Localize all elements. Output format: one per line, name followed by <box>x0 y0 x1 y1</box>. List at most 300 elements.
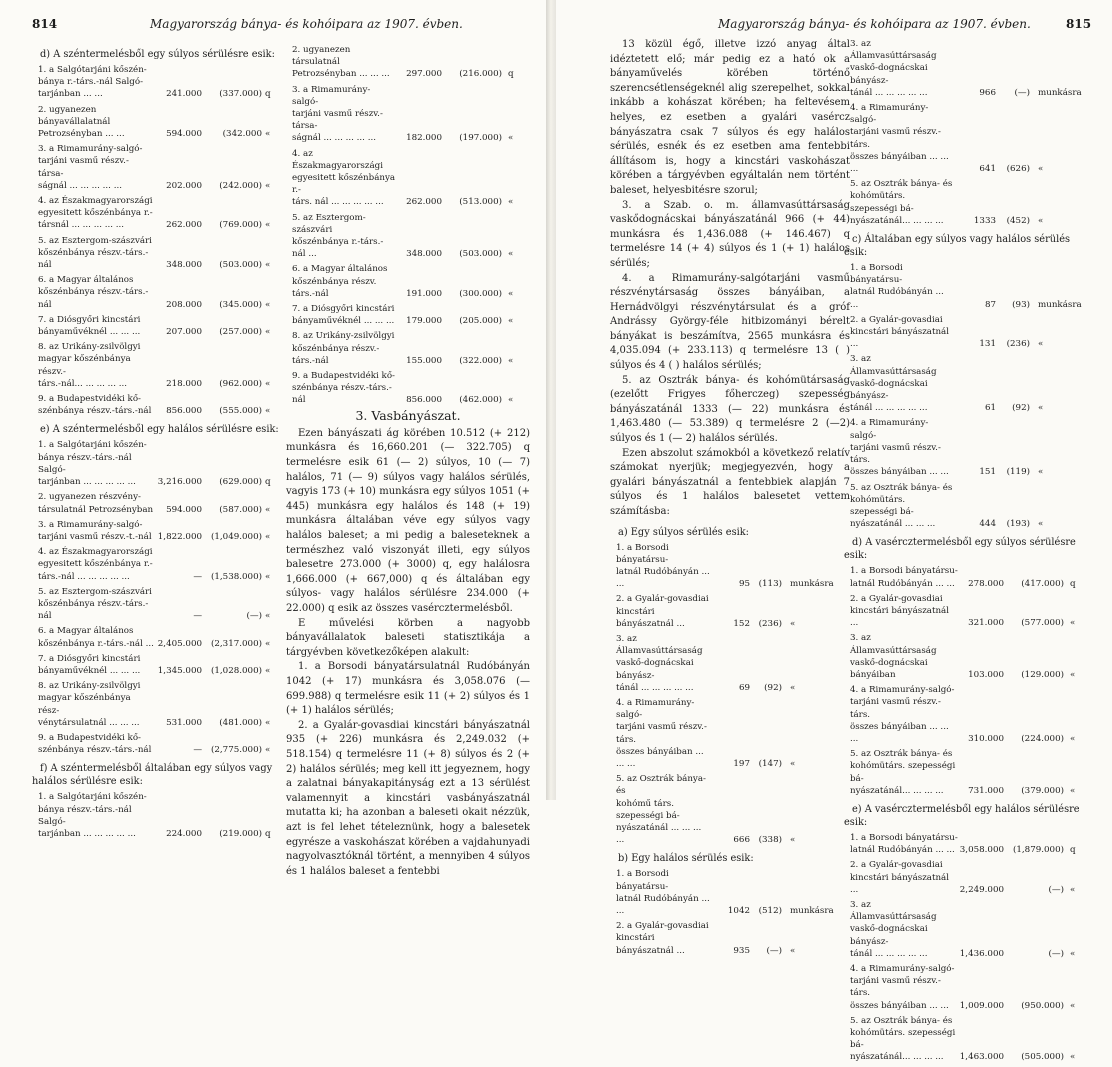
entry-value: — <box>193 571 202 582</box>
entry-previous-value: (2,317.000) <box>211 638 262 649</box>
paragraph: E művelési körben a nagyobb bányavállalatok baleseti statisztikája a tárgyévben következőképen alakult: <box>286 617 530 658</box>
entry-unit: « <box>1070 669 1076 680</box>
entry-unit: « <box>1070 884 1076 895</box>
entry-unit: « <box>790 682 796 693</box>
entry-value: 297.000 <box>406 69 442 80</box>
entry-previous-value: (2,775.000) <box>211 745 262 756</box>
list-vas-e <box>844 832 1092 1064</box>
entry-unit: « <box>265 717 271 728</box>
entry-label: 5. az Esztergom-szászvári kőszénbánya r.-társ.-nál ... <box>292 212 384 260</box>
entry-previous-value: (505.000) <box>1021 1052 1064 1063</box>
entry-label: 1. a Borsodi bányatársu- latnál Rudóbányán ... ... <box>850 832 958 856</box>
entry-previous-value: (555.000) <box>219 406 262 417</box>
entry-label: 6. a Magyar általános kőszénbánya részv.-társ.-nál <box>38 275 149 310</box>
entry-unit: « <box>508 395 514 406</box>
entry-label: 1. a Salgótarjáni kőszén- bánya részv.-társ.-nál Salgó- tarjánban ... ... ... ... ... <box>38 440 147 488</box>
list-b <box>610 868 850 956</box>
entry-label: 3. a Rimamurány-salgó- tarjáni vasmű részv.-társa- ságnál ... ... ... ... ... <box>38 144 143 191</box>
entry-unit: q <box>508 69 514 80</box>
entry-unit: « <box>1038 403 1044 414</box>
list-item <box>844 353 1092 414</box>
list-item <box>844 38 1092 99</box>
entry-previous-value: (322.000) <box>459 355 502 366</box>
list-item <box>32 791 280 840</box>
entry-label: 3. a Rimamurány-salgó- tarjáni vasmű részv.-t.-nál <box>38 519 152 542</box>
entry-value: 348.000 <box>406 249 442 260</box>
entry-unit: « <box>1038 519 1044 530</box>
section-vas-d-title: d) A vasércztermelésből egy súlyos sérülésre esik: <box>844 537 1076 562</box>
list-item <box>844 684 1092 745</box>
entry-label: 8. az Urikány-zsilvölgyi kőszénbánya részv.-társ.-nál <box>292 331 395 366</box>
section-b-title: b) Egy halálos sérülés esik: <box>618 853 754 865</box>
list-item <box>844 593 1092 630</box>
entry-previous-value: (236) <box>1006 339 1030 350</box>
entry-previous-value: (512) <box>758 906 782 917</box>
entry-value: 208.000 <box>166 299 202 310</box>
entry-unit: « <box>1038 467 1044 478</box>
entry-unit: munkásra <box>790 579 834 590</box>
entry-unit: « <box>1070 785 1076 796</box>
entry-unit: « <box>790 759 796 770</box>
entry-label: 5. az Esztergom-szászvári kőszénbánya részv.-társ.-nál <box>38 235 152 271</box>
entry-label: 2. ugyanezen bányavállalatnál Petrozsényban ... ... <box>38 104 125 140</box>
entry-value: 155.000 <box>406 355 442 366</box>
entry-unit: « <box>1070 948 1076 959</box>
entry-previous-value: (342.000 <box>222 129 262 140</box>
entry-previous-value: (93) <box>1012 299 1030 310</box>
entry-previous-value: (147) <box>758 759 782 770</box>
entry-label: 7. a Diósgyőri kincstári bányaművéknél ... ... ... <box>292 304 395 327</box>
entry-previous-value: (503.000) <box>219 260 262 271</box>
section-c-title: c) Általában egy súlyos vagy halálos sérülés esik: <box>844 234 1071 259</box>
entry-value: 69 <box>738 682 750 693</box>
entry-label: 9. a Budapestvidéki kő- szénbánya részv.-társ.-nál <box>38 732 152 756</box>
entry-previous-value: (219.000) <box>219 828 262 839</box>
entry-previous-value: (300.000) <box>459 288 502 299</box>
entry-previous-value: (577.000) <box>1021 618 1064 629</box>
entry-label: 1. a Borsodi bányatársu- latnál Rudóbányán ... ... <box>850 263 944 310</box>
list-item <box>32 439 280 488</box>
list-item <box>32 732 280 756</box>
entry-unit: « <box>790 945 796 956</box>
entry-unit: « <box>265 406 271 417</box>
entry-previous-value: (129.000) <box>1021 669 1064 680</box>
entry-label: 4. a Rimamurány-salgó- tarjáni vasmű részv.-társ. összes bányáiban ... ... ... <box>850 103 949 175</box>
entry-value: 1042 <box>727 906 750 917</box>
left-running-header: Magyarország bánya- és kohóipara az 1907. évben. <box>150 17 463 31</box>
entry-previous-value: (379.000) <box>1021 785 1064 796</box>
entry-unit: « <box>265 260 271 271</box>
paragraph: 4. a Rimamurány-salgótarjáni vasmű részvénytársaság összes bányáiban, a Hernádvölgyi részvénytársulat és a gróf Andrássy György-féle hitbizományi bérelt bányákat is beszámítva, 2565 munkásra és 4,035.094 (+ 233.113) q termelésre 13 ( ) súlyos és 4 ( ) halálos sérülés; <box>610 272 850 372</box>
entry-value: 935 <box>733 945 750 956</box>
entry-value: 131 <box>979 339 996 350</box>
list-item <box>844 314 1092 351</box>
entry-label: 3. az Államvasúttársaság vaskő-dognácskai bányász- tánál ... ... ... ... ... <box>850 354 937 414</box>
entry-label: 7. a Diósgyőri kincstári bányaművéknél ... ... ... <box>38 314 141 338</box>
paragraph: 2. a Gyalár-govasdiai kincstári bányászatnál 935 (+ 226) munkásra és 2,249.032 (+ 518.154) q termelésre 11 (+ 8) súlyos és 2 (+ 2) halálos sérülés; meg kell itt jegyeznem, hogy a zalatnai bányakapitányság ezt a 13 sérülést valamennyit a kincstári vasbányászatnál mutatta ki; ha azonban a baleseti okait nézzük, azt is fel lehet tételeznünk, hogy a balesetek egyrésze a vaskohászat körében a vajdahunyadi nagyolvasztóknál történt, a mennyiben 4 súlyos és 1 halálos baleset a fentebbi <box>286 719 530 877</box>
entry-unit: « <box>265 129 271 140</box>
list-a <box>610 542 850 847</box>
entry-value: 87 <box>984 299 996 310</box>
entry-unit: « <box>508 197 514 208</box>
list-d <box>32 64 280 417</box>
entry-value: 1333 <box>973 215 996 226</box>
list-item <box>286 330 530 367</box>
entry-value: 191.000 <box>406 288 442 299</box>
list-item <box>32 104 280 141</box>
list-f <box>32 791 280 840</box>
entry-unit: « <box>508 288 514 299</box>
entry-value: 444 <box>979 519 996 530</box>
entry-unit: « <box>1070 1000 1076 1011</box>
list-item <box>286 84 530 145</box>
list-f-continued <box>286 44 530 407</box>
paragraph: 13 közül égő, illetve izzó anyag által idéztetett elő; már pedig ez a ható ok a bányaművelés körében történő szerencsétlenségeknél alig szerepelhet, sokkal inkább a kohászat körében; ha feltevésem helyes, ez esetben a gyalári vasércz bányászatra csak 7 súlyos és egy halálos sérülés, esnék és ez esetben ama fentebbi állításom is, hogy a kincstári vaskohászat körében a tárgyévben egyáltalán nem történt baleset, helyesbitésre szorul; <box>610 39 850 196</box>
entry-value: 224.000 <box>166 828 202 839</box>
entry-previous-value: (113) <box>758 579 782 590</box>
list-item <box>286 212 530 261</box>
entry-value: 348.000 <box>166 260 202 271</box>
entry-value: 594.000 <box>166 504 202 515</box>
list-item <box>610 593 850 630</box>
entry-value: 179.000 <box>406 316 442 327</box>
entry-value: 3,216.000 <box>157 477 202 488</box>
entry-label: 4. a Rimamurány-salgó- tarjáni vasmű részv.-társ. összes bányáiban ... ... ... <box>850 685 955 744</box>
list-item <box>844 859 1092 896</box>
right-continued-text <box>610 38 850 520</box>
paragraph: 5. az Osztrák bánya- és kohómütársaság (ezelőtt Frigyes főherczeg) szepesség bányászatánál 1333 (— 22) munkásra és 1,463.480 (— 53.389) q termelésre 2 (—2) súlyos és 1 (— 2) halálos sérülés. <box>610 374 850 445</box>
entry-previous-value: (205.000) <box>459 316 502 327</box>
entry-previous-value: (193) <box>1006 519 1030 530</box>
entry-label: 1. a Borsodi bányatársu- latnál Rudóbányán ... ... <box>616 542 710 590</box>
entry-value: 1,009.000 <box>959 1000 1004 1011</box>
vasbanyaszat-text <box>286 427 530 879</box>
entry-unit: « <box>265 745 271 756</box>
list-item <box>844 102 1092 175</box>
entry-previous-value: (1,049.000) <box>211 531 262 542</box>
entry-unit: « <box>265 531 271 542</box>
entry-previous-value: (338) <box>758 835 782 846</box>
entry-previous-value: (—) <box>1048 948 1064 959</box>
entry-previous-value: (769.000) <box>219 220 262 231</box>
entry-previous-value: (629.000) <box>219 477 262 488</box>
left-column-2 <box>286 44 530 879</box>
entry-previous-value: (236) <box>758 618 782 629</box>
entry-unit: « <box>265 611 271 622</box>
entry-label: 4. a Rimamurány-salgó- tarjáni vasmű részv.-társ. összes bányáiban ... ... <box>850 418 949 478</box>
entry-value: 95 <box>738 579 750 590</box>
entry-previous-value: (1,538.000) <box>211 571 262 582</box>
entry-unit: q <box>265 828 271 839</box>
entry-value: 321.000 <box>968 618 1004 629</box>
entry-previous-value: (587.000) <box>219 504 262 515</box>
section-f-title: f) A széntermelésből általában egy súlyos vagy halálos sérülésre esik: <box>32 763 273 788</box>
entry-unit: « <box>265 220 271 231</box>
entry-label: 1. a Salgótarjáni kőszén- bánya részv.-társ.-nál Salgó- tarjánban ... ... ... ... ... <box>38 792 147 839</box>
list-item <box>32 235 280 272</box>
entry-label: 5. az Esztergom-szászvári kőszénbánya részv.-társ.-nál <box>38 586 152 622</box>
entry-value: 641 <box>979 164 996 175</box>
entry-label: 2. a Gyalár-govasdiai kincstári bányászatnál ... <box>850 593 950 629</box>
entry-value: 731.000 <box>968 785 1004 796</box>
section-vas-e-title: e) A vasércztermelésből egy halálos sérülésre esik: <box>844 803 1080 828</box>
list-item <box>286 263 530 300</box>
list-item <box>844 899 1092 960</box>
left-column-1 <box>32 44 280 843</box>
entry-value: — <box>193 745 202 756</box>
entry-unit: « <box>265 378 271 389</box>
list-item <box>610 868 850 917</box>
list-item <box>610 773 850 846</box>
entry-value: 856.000 <box>406 395 442 406</box>
entry-value: 531.000 <box>166 717 202 728</box>
list-item <box>286 148 530 209</box>
entry-label: 8. az Urikány-zsilvölgyi magyar kőszénbánya rész- vénytársulatnál ... ... ... <box>38 681 141 728</box>
entry-label: 3. az Államvasúttársaság vaskő-dognácskai bányász- tánál ... ... ... ... ... <box>850 899 937 959</box>
right-page-number: 815 <box>1066 17 1092 31</box>
entry-label: 7. a Diósgyőri kincstári bányaművéknél ... ... ... <box>38 653 141 676</box>
section-d-title: d) A széntermelésből egy súlyos sérülésre esik: <box>40 49 275 60</box>
entry-label: 4. a Rimamurány-salgó- tarjáni vasmű részv.-társ. összes bányáiban ... ... <box>850 964 955 1011</box>
entry-value: 151 <box>979 467 996 478</box>
entry-unit: « <box>1070 618 1076 629</box>
entry-unit: q <box>1070 845 1076 856</box>
entry-previous-value: (242.000) <box>219 180 262 191</box>
entry-value: 182.000 <box>406 133 442 144</box>
entry-value: 197 <box>733 759 750 770</box>
list-item <box>32 586 280 623</box>
entry-unit: munkásra <box>1038 87 1082 98</box>
entry-label: 9. a Budapestvidéki kő- szénbánya részv.-társ.-nál <box>38 394 152 417</box>
list-item <box>610 633 850 694</box>
entry-unit: « <box>1038 339 1044 350</box>
list-item <box>32 625 280 649</box>
list-b-continued <box>844 38 1092 227</box>
entry-value: 2,405.000 <box>157 638 202 649</box>
list-item <box>286 370 530 407</box>
entry-label: 4. az Északmagyarországi egyesitett kőszénbánya r.- társnál ... ... ... ... ... <box>38 196 153 231</box>
entry-value: 2,249.000 <box>959 884 1004 895</box>
entry-unit: « <box>265 299 271 310</box>
entry-label: 6. a Magyar általános kőszénbánya r.-társ.-nál ... <box>38 626 154 649</box>
entry-previous-value: (92) <box>764 682 782 693</box>
entry-label: 1. a Salgótarjáni kőszén- bánya r.-társ.-nál Salgó- tarjánban ... ... <box>38 65 147 100</box>
entry-value: 3,058.000 <box>959 845 1004 856</box>
entry-previous-value: (337.000) <box>219 89 262 100</box>
entry-unit: munkásra <box>790 906 834 917</box>
entry-previous-value: (—) <box>1014 87 1030 98</box>
entry-value: 262.000 <box>406 197 442 208</box>
entry-previous-value: (1,879.000) <box>1013 845 1064 856</box>
entry-label: 2. a Gyalár-govasdiai kincstári bányászatnál ... <box>616 594 709 629</box>
list-item <box>32 64 280 101</box>
entry-value: 1,822.000 <box>157 531 202 542</box>
entry-label: 2. a Gyalár-govasdiai kincstári bányászatnál ... <box>850 314 950 350</box>
entry-label: 9. a Budapestvidéki kő- szénbánya részv.-társ.-nál <box>292 371 395 406</box>
list-item <box>844 748 1092 797</box>
entry-previous-value: (626) <box>1006 164 1030 175</box>
list-item <box>32 393 280 417</box>
paragraph: 1. a Borsodi bányatársulatnál Rudóbányán 1042 (+ 17) munkásra és 3,058.076 (— 699.988) q termelésre esik 11 (+ 2) súlyos és 1 (+ 1) halálos sérülés; <box>286 661 530 717</box>
entry-label: 5. az Osztrák bánya- és kohómütárs. szepességi bá- nyászatánál... ... ... ... <box>850 179 953 226</box>
entry-value: 202.000 <box>166 180 202 191</box>
list-item <box>32 653 280 677</box>
list-item <box>286 44 530 81</box>
entry-value: 966 <box>979 87 996 98</box>
entry-value: 594.000 <box>166 129 202 140</box>
entry-unit: munkásra <box>1038 299 1082 310</box>
list-item <box>844 482 1092 531</box>
entry-unit: « <box>1038 164 1044 175</box>
entry-value: 278.000 <box>968 578 1004 589</box>
entry-previous-value: (224.000) <box>1021 733 1064 744</box>
list-item <box>844 963 1092 1012</box>
entry-previous-value: (257.000) <box>219 327 262 338</box>
list-item <box>844 262 1092 311</box>
entry-label: 2. a Gyalár-govasdiai kincstári bányászatnál ... <box>850 860 950 895</box>
entry-label: 5. az Osztrák bánya- és kohómütárs. szepességi bá- nyászatánál... ... ... ... <box>850 1015 956 1063</box>
paragraph: Ezen bányászati ág körében 10.512 (+ 212) munkásra és 16,660.201 (— 322.705) q termelésre esik 61 (— 2) súlyos, 10 (— 7) halálos, 71 (— 9) súlyos vagy halálos sérülés, vagyis 173 (+ 10) munkásra egy súlyos 1051 (+ 445) munkásra egy halálos és 148 (+ 19) munkásra általában véve egy súlyos vagy halálos baleset; a mi pedig a baleseteknek a természhez való viszonyát illeti, egy súlyos balesetre 273.000 (+ 3000) q, egy halálosra 1,666.000 (+ 667,000) q és általában egy súlyos- vagy halálos sérülésre 234.000 (+ 22.000) q esik az összes vasércztermelésből. <box>286 427 530 615</box>
list-item <box>32 546 280 583</box>
list-item <box>844 178 1092 227</box>
entry-label: 5. az Osztrák bánya- és kohómütárs. szepességi bá- nyászatánál... ... ... ... <box>850 749 956 796</box>
section-heading-vasbanyaszat: 3. Vasbányászat. <box>355 407 461 423</box>
paragraph: 3. a Szab. o. m. államvasúttársaság vaskődognácskai bányászatánál 966 (+ 44) munkásra és 1,436.088 (+ 146.467) q termelésre 14 (+ 4) súlyos és 1 (+ 1) halálos sérülés; <box>610 199 850 269</box>
entry-value: 856.000 <box>166 406 202 417</box>
list-item <box>844 417 1092 478</box>
entry-previous-value: (—) <box>246 611 262 622</box>
entry-previous-value: (503.000) <box>459 249 502 260</box>
entry-previous-value: (—) <box>1048 884 1064 895</box>
entry-unit: « <box>1070 1052 1076 1063</box>
entry-unit: q <box>1070 578 1076 589</box>
entry-label: 1. a Borsodi bányatársu- latnál Rudóbányán ... ... <box>850 566 958 589</box>
list-e <box>32 439 280 756</box>
entry-label: 2. a Gyalár-govasdiai kincstári bányászatnál ... <box>616 921 709 956</box>
entry-previous-value: (417.000) <box>1021 578 1064 589</box>
list-item <box>32 195 280 232</box>
entry-previous-value: (513.000) <box>459 197 502 208</box>
list-item <box>32 143 280 192</box>
entry-unit: « <box>790 618 796 629</box>
entry-value: 1,345.000 <box>157 665 202 676</box>
entry-value: 666 <box>733 835 750 846</box>
entry-previous-value: (462.000) <box>459 395 502 406</box>
entry-value: 262.000 <box>166 220 202 231</box>
list-item <box>610 697 850 770</box>
entry-unit: q <box>265 477 271 488</box>
entry-label: 3. az Államvasúttársaság vaskő-dognácskai bányáiban <box>850 633 937 680</box>
entry-unit: « <box>508 133 514 144</box>
entry-value: 310.000 <box>968 733 1004 744</box>
section-e-title: e) A széntermelésből egy halálos sérülésre esik: <box>40 424 279 436</box>
left-page-number: 814 <box>32 17 58 31</box>
list-item <box>844 1015 1092 1064</box>
list-item <box>610 542 850 591</box>
entry-previous-value: (481.000) <box>219 717 262 728</box>
list-item <box>610 920 850 957</box>
right-running-header: Magyarország bánya- és kohóipara az 1907. évben. <box>718 17 1031 31</box>
entry-value: 152 <box>733 618 750 629</box>
list-item <box>32 491 280 515</box>
entry-previous-value: (345.000) <box>219 299 262 310</box>
entry-unit: « <box>265 571 271 582</box>
entry-previous-value: (119) <box>1006 467 1030 478</box>
entry-label: 5. az Osztrák bánya- és kohómütárs. szepességi bá- nyászatánál ... ... ... <box>850 482 953 530</box>
entry-value: 1,463.000 <box>959 1052 1004 1063</box>
list-item <box>32 341 280 390</box>
entry-unit: « <box>265 665 271 676</box>
entry-label: 3. az Államvasúttársaság vaskő-dognácskai bányász- tánál ... ... ... ... ... <box>850 39 937 98</box>
entry-unit: « <box>1070 733 1076 744</box>
entry-label: 3. az Államvasúttársaság vaskő-dognácskai bányász- tánál ... ... ... ... ... <box>616 634 703 693</box>
list-item <box>844 632 1092 681</box>
list-c <box>844 262 1092 530</box>
entry-previous-value: (950.000) <box>1021 1000 1064 1011</box>
entry-unit: « <box>265 504 271 515</box>
entry-previous-value: (962.000) <box>219 378 262 389</box>
entry-unit: q <box>265 89 271 100</box>
right-column-1 <box>610 38 850 960</box>
right-column-2 <box>844 38 1092 1067</box>
entry-label: 2. ugyanezen társulatnál Petrozsényban ... ... ... <box>292 45 390 80</box>
entry-label: 6. a Magyar általános kőszénbánya részv. társ.-nál <box>292 264 388 299</box>
list-item <box>32 680 280 729</box>
left-page <box>0 0 549 877</box>
entry-previous-value: (216.000) <box>459 69 502 80</box>
entry-label: 2. ugyanezen részvény- társulatnál Petrozsényban <box>38 492 154 515</box>
entry-label: 8. az Urikány-zsilvölgyi magyar kőszénbánya részv.- társ.-nál... ... ... ... ... <box>38 342 141 389</box>
entry-unit: « <box>265 180 271 191</box>
entry-value: 103.000 <box>968 669 1004 680</box>
entry-value: 207.000 <box>166 327 202 338</box>
list-item <box>32 519 280 543</box>
entry-unit: « <box>790 835 796 846</box>
entry-label: 4. az Északmagyarországi egyesitett kőszénbánya r.- társ. nál ... ... ... ... ... <box>292 148 396 208</box>
entry-unit: « <box>508 316 514 327</box>
right-page <box>556 0 1112 1063</box>
entry-unit: « <box>265 638 271 649</box>
entry-previous-value: (197.000) <box>459 133 502 144</box>
entry-value: — <box>193 611 202 622</box>
entry-label: 3. a Rimamurány-salgó- tarjáni vasmű részv.-társa- ságnál ... ... ... ... ... <box>292 84 383 144</box>
entry-unit: « <box>1038 215 1044 226</box>
entry-unit: « <box>508 355 514 366</box>
list-item <box>32 274 280 311</box>
entry-value: 61 <box>984 403 996 414</box>
section-a-title: a) Egy súlyos sérülés esik: <box>618 526 749 538</box>
entry-unit: « <box>508 249 514 260</box>
entry-value: 1,436.000 <box>959 948 1004 959</box>
entry-previous-value: (1,028.000) <box>211 665 262 676</box>
list-item <box>286 303 530 327</box>
entry-value: 218.000 <box>166 378 202 389</box>
entry-label: 4. a Rimamurány-salgó- tarjáni vasmű részv.-társ. összes bányáiban ... ... ... <box>616 698 707 770</box>
entry-label: 4. az Északmagyarországi egyesitett kőszénbánya r.- társ.-nál ... ... ... ... ... <box>38 547 153 582</box>
entry-value: 241.000 <box>166 89 202 100</box>
entry-previous-value: (452) <box>1006 215 1030 226</box>
entry-label: 1. a Borsodi bányatársu- latnál Rudóbányán ... ... <box>616 869 710 917</box>
entry-previous-value: (—) <box>766 945 782 956</box>
entry-unit: « <box>265 327 271 338</box>
list-item <box>32 314 280 338</box>
entry-previous-value: (92) <box>1012 403 1030 414</box>
list-vas-d <box>844 565 1092 797</box>
entry-label: 5. az Osztrák bánya- és kohómű társ. szepességi bá- nyászatánál ... ... ... ... <box>616 774 706 846</box>
list-item <box>844 565 1092 589</box>
list-item <box>844 832 1092 856</box>
paragraph: Ezen abszolut számokból a következő relatív számokat nyerjük; megjegyezvén, hogy a gyalári bányászatnál a fentebbiek alapján 7 súlyos és 1 halálos balesetet vettem számításba: <box>610 447 850 517</box>
